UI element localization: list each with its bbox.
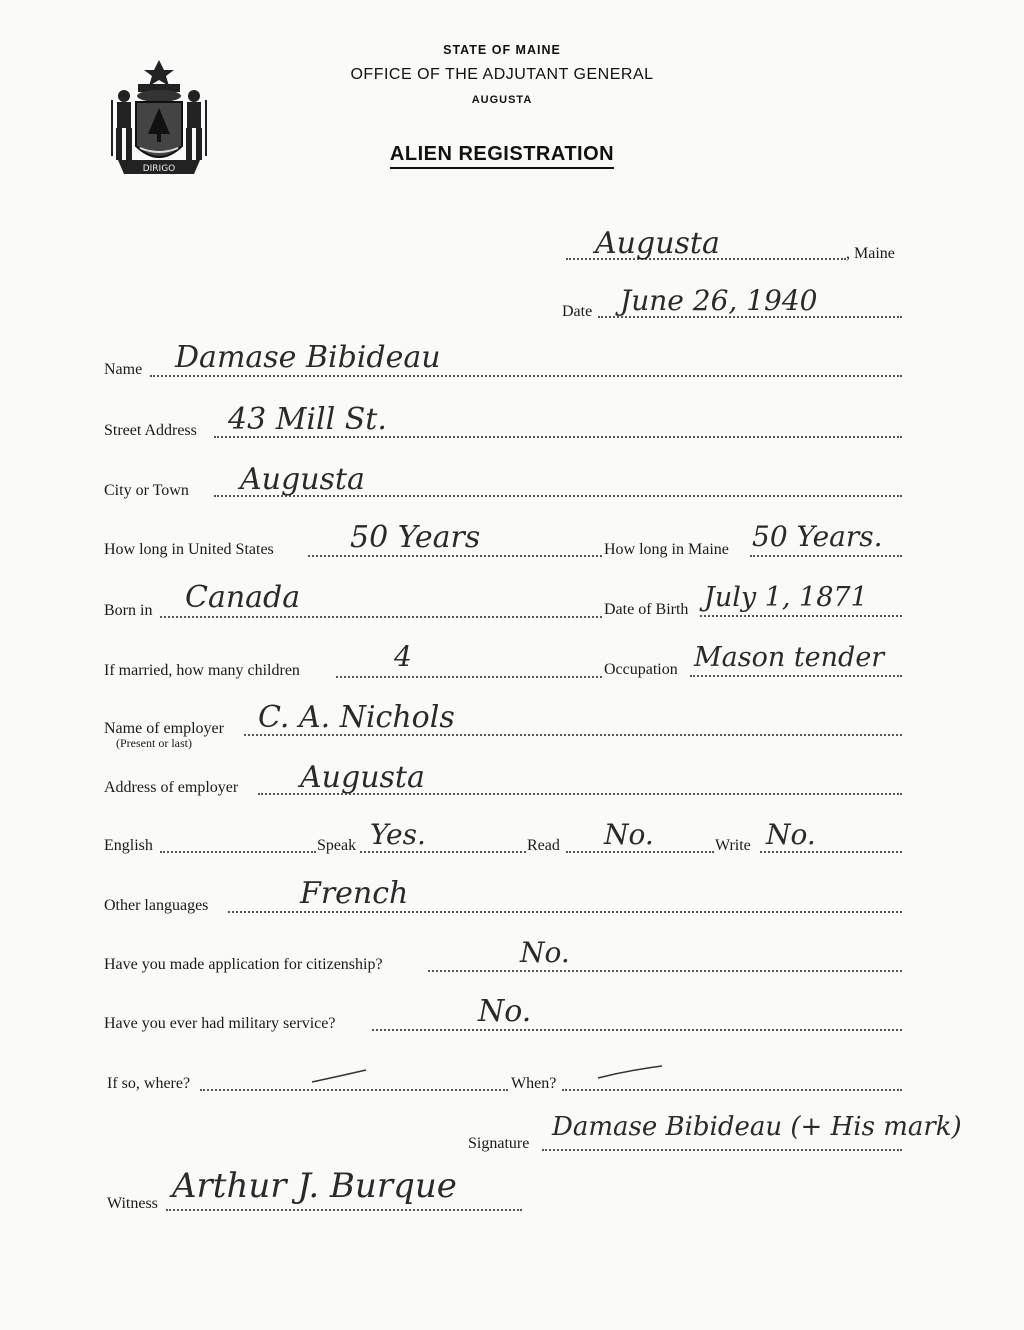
speak-line [360,851,526,853]
where-line [200,1089,508,1091]
dob-label: Date of Birth [604,601,689,618]
name-label: Name [104,361,143,378]
where-label: If so, where? [107,1075,191,1092]
employer-sublabel: (Present or last) [116,736,192,750]
languages-value: French [300,876,409,911]
military-label: Have you ever had military service? [104,1015,336,1032]
date-value: June 26, 1940 [620,284,818,317]
seal-motto: DIRIGO [142,164,176,174]
maine-years-value: 50 Years. [752,520,883,553]
date-label: Date [562,303,593,320]
citizenship-value: No. [520,936,570,969]
read-label: Read [527,837,560,854]
us-years-label: How long in United States [104,541,274,558]
read-line [566,851,714,853]
dob-value: July 1, 1871 [704,582,868,613]
city-value: Augusta [240,462,365,497]
employer-address-value: Augusta [300,760,425,795]
write-line [760,851,902,853]
write-label: Write [715,837,751,854]
maine-years-line [750,555,902,557]
employer-label: Name of employer [104,720,224,737]
place-value: Augusta [595,226,720,261]
signature-label: Signature [468,1135,530,1152]
occupation-line [690,675,902,677]
where-dash-mark [310,1066,370,1086]
english-line [160,851,316,853]
name-value: Damase Bibideau [175,340,441,375]
occupation-value: Mason tender [694,642,885,673]
speak-label: Speak [317,837,357,854]
city-label: City or Town [104,482,189,499]
when-line [562,1089,902,1091]
when-label: When? [511,1075,557,1092]
born-value: Canada [185,580,301,615]
signature-line [542,1149,902,1151]
military-value: No. [478,994,532,1029]
children-value: 4 [394,640,412,673]
form-title-text: ALIEN REGISTRATION [390,143,614,169]
us-years-value: 50 Years [350,520,481,555]
maine-years-label: How long in Maine [604,541,729,558]
languages-label: Other languages [104,897,209,914]
write-value: No. [766,818,816,851]
us-years-line [308,555,602,557]
born-label: Born in [104,602,153,619]
street-label: Street Address [104,422,197,439]
speak-value: Yes. [370,818,426,851]
occupation-label: Occupation [604,661,678,678]
employer-value: C. A. Nichols [258,700,455,735]
citizenship-line [428,970,902,972]
children-line [336,676,602,678]
header-state: STATE OF MAINE [443,43,561,57]
employer-address-label: Address of employer [104,779,239,796]
signature-value: Damase Bibideau (+ His mark) [552,1112,962,1142]
citizenship-label: Have you made application for citizenship? [104,956,383,973]
military-line [372,1029,902,1031]
header-office: OFFICE OF THE ADJUTANT GENERAL [350,66,654,83]
name-line [150,375,902,377]
witness-line [166,1209,522,1211]
born-line [160,616,602,618]
when-dash-mark [596,1062,666,1082]
street-value: 43 Mill St. [228,402,387,437]
header-city: AUGUSTA [471,94,533,106]
witness-value: Arthur J. Burque [172,1166,457,1206]
form-title [0,143,1004,166]
children-label: If married, how many children [104,662,300,679]
witness-label: Witness [107,1195,158,1212]
read-value: No. [604,818,654,851]
english-label: English [104,837,153,854]
languages-line [228,911,902,913]
place-suffix: , Maine [846,245,895,262]
dob-line [700,615,902,617]
